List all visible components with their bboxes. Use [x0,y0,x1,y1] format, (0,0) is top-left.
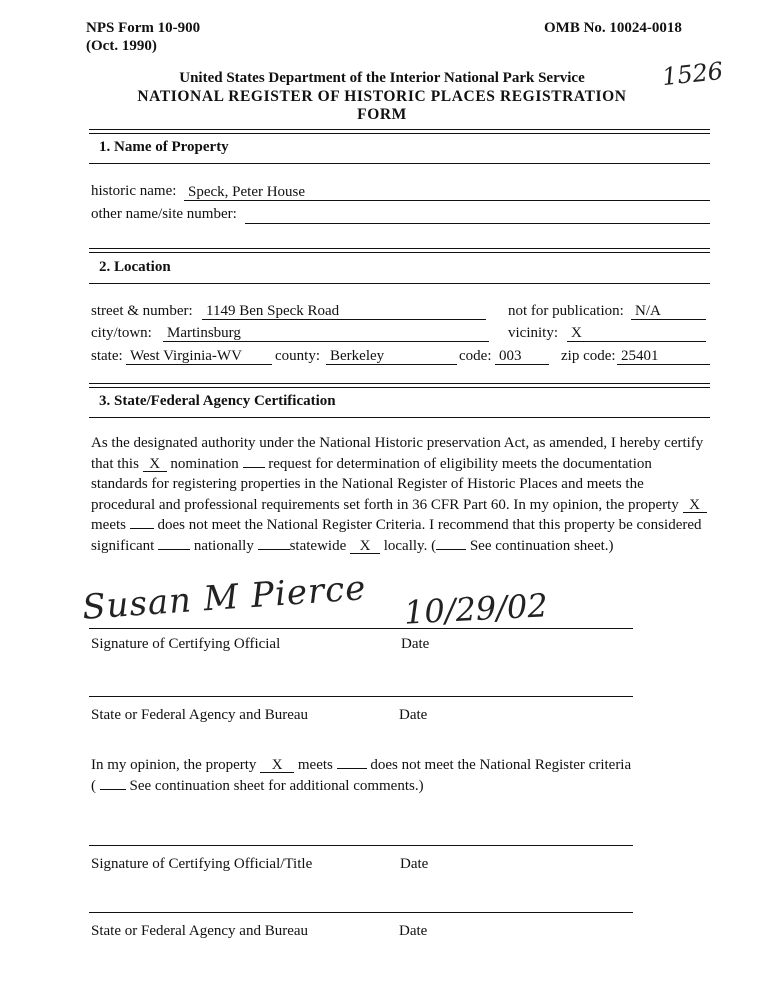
form-number: NPS Form 10-900 [86,20,201,36]
county-field[interactable]: Berkeley [326,348,457,365]
vicinity-field[interactable]: X [567,325,706,342]
section-divider [89,383,710,388]
code-label: code: [459,348,492,364]
not-for-publication-label: not for publication: [508,303,624,319]
zip-field[interactable]: 25401 [617,348,710,365]
signature-line-2 [89,845,633,846]
agency-label-2: State or Federal Agency and Bureau [91,923,309,939]
county-label: county: [275,348,320,364]
form-title: NATIONAL REGISTER OF HISTORIC PLACES REGISTRATION [137,88,627,105]
date-label: Date [401,636,430,652]
zip-label: zip code: [561,348,616,364]
section-divider [89,248,710,253]
form-date: (Oct. 1990) [86,38,157,54]
request-checkbox[interactable] [243,467,265,468]
historic-name-label: historic name: [91,183,177,199]
other-name-field[interactable] [245,207,710,224]
state-field[interactable]: West Virginia-WV [126,348,272,365]
handwritten-date: 10/29/02 [403,586,549,632]
opinion-paragraph: In my opinion, the property X meets does not meet the National Register criteria ( See continuation sheet for additional comments.) [91,757,632,794]
section-divider [89,283,710,284]
historic-name-field[interactable]: Speck, Peter House [184,184,710,201]
meets-checkbox[interactable]: X [683,498,707,513]
agency-label: State or Federal Agency and Bureau [91,707,309,723]
nomination-checkbox[interactable]: X [143,457,167,472]
form-title-line2: FORM [357,106,407,123]
city-label: city/town: [91,325,152,341]
state-label: state: [91,348,123,364]
certification-paragraph: As the designated authority under the National Historic preservation Act, as amended, I hereby certify that this X nomination request for determination of eligibility meets the documentation standards for registering properties in the National Register of Historic Places and meets the procedural and professional requirements set forth in 36 CFR Part 60. In my opinion, the property X meets does not meet the National Register Criteria. I recommend that this property be considered significant nationally statewide X locally. ( See continuation sheet.) [91,433,711,556]
opinion-does-not-meet-checkbox[interactable] [337,768,367,769]
section2-heading: 2. Location [99,259,171,275]
city-field[interactable]: Martinsburg [163,325,489,342]
section-divider [89,163,710,164]
date-label: Date [399,923,428,939]
opinion-see-continuation-checkbox[interactable] [100,789,126,790]
not-for-publication-field[interactable]: N/A [631,303,706,320]
handwritten-number: 1526 [660,56,725,92]
street-field[interactable]: 1149 Ben Speck Road [202,303,486,320]
date-label: Date [399,707,428,723]
see-continuation-checkbox[interactable] [436,549,466,550]
section-divider [89,417,710,418]
statewide-checkbox[interactable] [258,549,290,550]
signature-label: Signature of Certifying Official [91,636,281,652]
vicinity-label: vicinity: [508,325,558,341]
agency-line-2 [89,912,633,913]
street-label: street & number: [91,303,193,319]
agency-title: United States Department of the Interior National Park Service [179,70,585,86]
does-not-meet-checkbox[interactable] [130,528,154,529]
section3-heading: 3. State/Federal Agency Certification [99,393,336,409]
code-field[interactable]: 003 [495,348,549,365]
date-label: Date [400,856,429,872]
agency-line [89,696,633,697]
other-name-label: other name/site number: [91,206,237,222]
handwritten-signature: Susan M Pierce [80,568,368,628]
signature-title-label: Signature of Certifying Official/Title [91,856,313,872]
locally-checkbox[interactable]: X [350,539,380,554]
section1-heading: 1. Name of Property [99,139,229,155]
signature-line [89,628,633,629]
omb-number: OMB No. 10024-0018 [544,20,682,36]
opinion-meets-checkbox[interactable]: X [260,758,294,773]
section-divider [89,129,710,134]
nationally-checkbox[interactable] [158,549,190,550]
